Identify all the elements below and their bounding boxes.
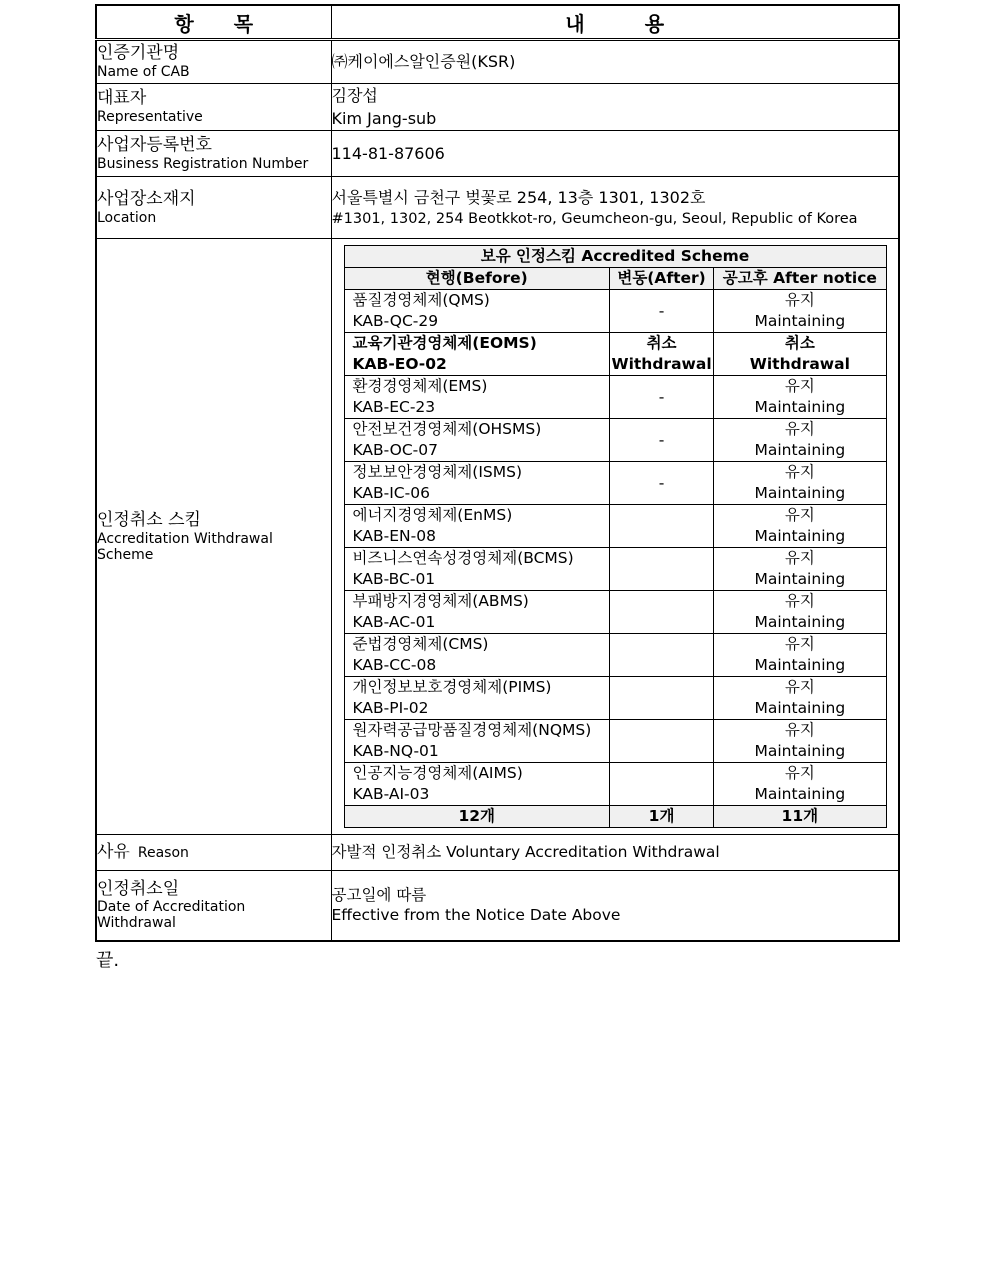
after-ko: 취소 [784,334,815,353]
date-label-ko: 인정취소일 [97,878,180,899]
scheme-change-cell [609,333,713,376]
scheme-change-cell [609,462,713,505]
scheme-label [96,239,331,835]
after-ko: 유지 [784,420,815,439]
scheme-row [344,720,886,763]
scheme-name-cell [344,376,609,419]
total-change: 1개 [609,806,713,828]
cab-label-en: Name of CAB [97,63,190,80]
scheme-name-cell [344,462,609,505]
scheme-row [344,462,886,505]
scheme-name: 인공지능경영체제(AIMS) [352,764,523,783]
rep-label-ko: 대표자 [97,88,147,109]
change-en: Withdrawal [611,355,712,374]
after-en: Maintaining [754,570,846,589]
scheme-code: KAB-EO-02 [352,355,447,374]
after-en: Maintaining [754,656,846,675]
after-ko: 유지 [784,549,815,568]
scheme-name: 정보보안경영체제(ISMS) [352,463,523,482]
date-label-en-1: Date of Accreditation [97,899,246,916]
scheme-code: KAB-PI-02 [352,699,429,718]
loc-value-en: #1301, 1302, 254 Beotkkot-ro, Geumcheon-gu, Seoul, Republic of Korea [331,210,858,227]
scheme-table [344,245,887,828]
col-before: 현행(Before) [344,268,609,290]
scheme-after-cell [714,763,886,806]
scheme-name-cell [344,677,609,720]
header-item: 항 목 [96,5,331,40]
row-location [96,177,899,239]
scheme-name-cell [344,419,609,462]
date-value-ko: 공고일에 따름 [331,886,427,905]
scheme-name: 부패방지경영체제(ABMS) [352,592,529,611]
row-reason [96,835,899,871]
loc-value [331,177,899,239]
date-value [331,871,899,941]
after-en: Maintaining [754,699,846,718]
scheme-code: KAB-EN-08 [352,527,436,546]
scheme-after-cell [714,290,886,333]
scheme-row [344,290,886,333]
change-mark: - [658,430,665,449]
loc-value-ko: 서울특별시 금천구 벚꽃로 254, 13층 1301, 1302호 [331,187,706,207]
scheme-header-row [344,268,886,290]
brn-value: 114-81-87606 [331,131,899,177]
scheme-change-cell [609,677,713,720]
scheme-total-row [344,806,886,828]
scheme-change-cell [609,720,713,763]
cab-label [96,40,331,84]
row-withdrawal-scheme [96,239,899,835]
after-en: Withdrawal [749,355,850,374]
row-cab-name [96,40,899,84]
scheme-row [344,548,886,591]
after-en: Maintaining [754,527,846,546]
scheme-name: 개인정보보호경영체제(PIMS) [352,678,552,697]
scheme-code: KAB-NQ-01 [352,742,439,761]
after-en: Maintaining [754,484,846,503]
end-mark: 끝. [96,950,120,971]
after-ko: 유지 [784,463,815,482]
after-ko: 유지 [784,764,815,783]
cab-value: ㈜케이에스알인증원(KSR) [331,40,899,84]
row-withdrawal-date [96,871,899,941]
scheme-after-cell [714,634,886,677]
scheme-change-cell [609,505,713,548]
scheme-after-cell [714,419,886,462]
change-mark: - [658,473,665,492]
scheme-label-ko: 인정취소 스킴 [97,510,201,530]
scheme-code: KAB-BC-01 [352,570,436,589]
col-after: 공고후 After notice [714,268,886,290]
scheme-name: 비즈니스연속성경영체제(BCMS) [352,549,574,568]
scheme-title-row [344,246,886,268]
scheme-change-cell [609,591,713,634]
after-ko: 유지 [784,506,815,525]
scheme-name: 원자력공급망품질경영체제(NQMS) [352,721,592,740]
reason-label-en: Reason [137,845,189,862]
scheme-row [344,591,886,634]
scheme-after-cell [714,591,886,634]
scheme-cell [331,239,899,835]
scheme-row [344,333,886,376]
change-ko: 취소 [646,334,677,353]
reason-label-ko: 사유 [97,842,130,863]
scheme-change-cell [609,290,713,333]
scheme-name: 교육기관경영체제(EOMS) [352,334,537,353]
scheme-after-cell [714,720,886,763]
brn-label-ko: 사업자등록번호 [97,135,212,156]
scheme-label-en-2: Scheme [97,546,154,563]
after-en: Maintaining [754,742,846,761]
scheme-code: KAB-IC-06 [352,484,430,503]
after-ko: 유지 [784,721,815,740]
scheme-after-cell [714,505,886,548]
scheme-row [344,763,886,806]
rep-value-ko: 김장섭 [331,86,378,105]
scheme-after-cell [714,548,886,591]
scheme-code: KAB-AI-03 [352,785,430,804]
scheme-name-cell [344,333,609,376]
loc-label-en: Location [97,209,157,226]
after-ko: 유지 [784,291,815,310]
brn-label [96,131,331,177]
scheme-row [344,634,886,677]
scheme-name: 품질경영체제(QMS) [352,291,490,310]
rep-value [331,84,899,131]
loc-label-ko: 사업장소재지 [97,189,196,210]
scheme-change-cell [609,376,713,419]
after-en: Maintaining [754,613,846,632]
scheme-row [344,505,886,548]
scheme-name-cell [344,720,609,763]
scheme-after-cell [714,333,886,376]
scheme-after-cell [714,376,886,419]
after-en: Maintaining [754,785,846,804]
scheme-name-cell [344,763,609,806]
reason-value: 자발적 인정취소 Voluntary Accreditation Withdrawal [331,835,899,871]
row-business-number [96,131,899,177]
scheme-row [344,419,886,462]
scheme-after-cell [714,462,886,505]
after-en: Maintaining [754,312,846,331]
col-change: 변동(After) [609,268,713,290]
scheme-name: 환경경영체제(EMS) [352,377,488,396]
after-ko: 유지 [784,377,815,396]
after-en: Maintaining [754,441,846,460]
rep-label [96,84,331,131]
scheme-name-cell [344,591,609,634]
notice-table [95,4,900,942]
scheme-name-cell [344,634,609,677]
row-representative [96,84,899,131]
scheme-row [344,677,886,720]
after-en: Maintaining [754,398,846,417]
scheme-change-cell [609,548,713,591]
date-label [96,871,331,941]
scheme-after-cell [714,677,886,720]
scheme-change-cell [609,419,713,462]
scheme-name: 준법경영체제(CMS) [352,635,489,654]
total-after: 11개 [714,806,886,828]
scheme-name-cell [344,290,609,333]
scheme-code: KAB-EC-23 [352,398,436,417]
scheme-code: KAB-CC-08 [352,656,437,675]
scheme-code: KAB-AC-01 [352,613,436,632]
after-ko: 유지 [784,678,815,697]
scheme-change-cell [609,634,713,677]
rep-label-en: Representative [97,108,203,125]
scheme-row [344,376,886,419]
scheme-name-cell [344,548,609,591]
after-ko: 유지 [784,592,815,611]
scheme-name: 에너지경영체제(EnMS) [352,506,513,525]
scheme-label-en-1: Accreditation Withdrawal [97,530,273,547]
rep-value-en: Kim Jang-sub [331,109,437,129]
header-content: 내 용 [331,5,899,40]
scheme-title: 보유 인정스킴 Accredited Scheme [344,246,886,268]
cab-label-ko: 인증기관명 [97,43,180,64]
loc-label [96,177,331,239]
date-label-en-2: Withdrawal [97,915,176,932]
total-before: 12개 [344,806,609,828]
change-mark: - [658,387,665,406]
scheme-code: KAB-OC-07 [352,441,438,460]
change-mark: - [658,301,665,320]
date-value-en: Effective from the Notice Date Above [331,905,621,924]
brn-label-en: Business Registration Number [97,155,309,172]
scheme-name-cell [344,505,609,548]
after-ko: 유지 [784,635,815,654]
reason-label [96,835,331,871]
scheme-name: 안전보건경영체제(OHSMS) [352,420,542,439]
scheme-code: KAB-QC-29 [352,312,439,331]
scheme-change-cell [609,763,713,806]
header-row [96,5,899,40]
